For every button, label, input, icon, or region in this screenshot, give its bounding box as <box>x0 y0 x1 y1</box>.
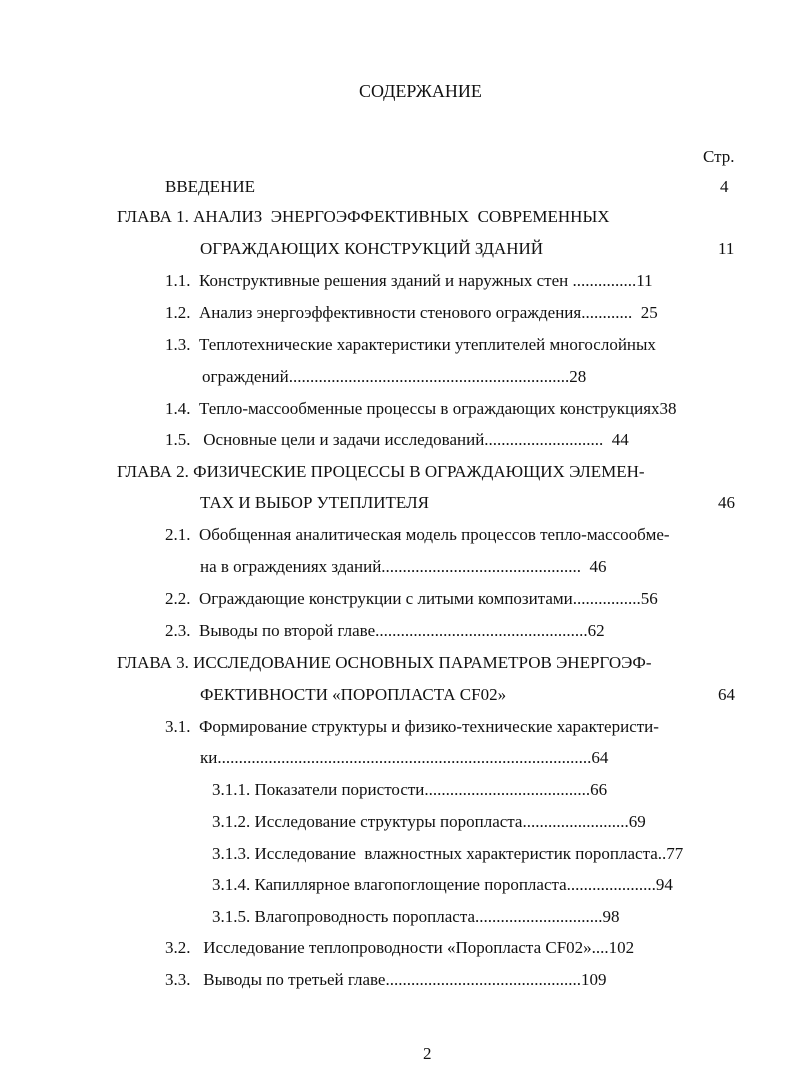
page-title: СОДЕРЖАНИЕ <box>359 81 482 101</box>
toc-entry-1-5: 1.5. Основные цели и задачи исследований............................ 44 <box>165 430 629 449</box>
toc-entry-intro: ВВЕДЕНИЕ <box>165 177 255 196</box>
toc-chapter-2-line-1: ГЛАВА 2. ФИЗИЧЕСКИЕ ПРОЦЕССЫ В ОГРАЖДАЮЩИХ ЭЛЕМЕН- <box>117 462 645 481</box>
toc-entry-1-3-line-2: ограждений..................................................................28 <box>202 367 587 386</box>
toc-entry-3-1-4: 3.1.4. Капиллярное влагопоглощение поропласта.....................94 <box>212 875 673 894</box>
toc-entry-2-3: 2.3. Выводы по второй главе..................................................62 <box>165 621 605 640</box>
toc-entry-2-1-line-2: на в ограждениях зданий............................................... 46 <box>200 557 607 576</box>
toc-chapter-1-line-1: ГЛАВА 1. АНАЛИЗ ЭНЕРГОЭФФЕКТИВНЫХ СОВРЕМЕННЫХ <box>117 207 610 226</box>
toc-entry-2-1-line-1: 2.1. Обобщенная аналитическая модель процессов тепло-массообме- <box>165 525 670 544</box>
footer-page-number: 2 <box>423 1044 432 1063</box>
toc-entry-2-2: 2.2. Ограждающие конструкции с литыми композитами................56 <box>165 589 658 608</box>
toc-page-chapter-1: 11 <box>718 239 735 258</box>
toc-entry-1-1: 1.1. Конструктивные решения зданий и наружных стен ...............11 <box>165 271 653 290</box>
toc-entry-3-3: 3.3. Выводы по третьей главе..............................................109 <box>165 970 607 989</box>
toc-entry-3-1-2: 3.1.2. Исследование структуры поропласта.........................69 <box>212 812 646 831</box>
toc-page-intro: 4 <box>720 177 729 196</box>
toc-entry-3-1-3: 3.1.3. Исследование влажностных характеристик поропласта..77 <box>212 844 684 863</box>
toc-entry-3-1-5: 3.1.5. Влагопроводность поропласта..............................98 <box>212 907 620 926</box>
toc-entry-3-1-line-2: ки........................................................................................64 <box>200 748 609 767</box>
toc-entry-1-4: 1.4. Тепло-массообменные процессы в ограждающих конструкциях38 <box>165 399 677 418</box>
toc-chapter-2-line-2: ТАХ И ВЫБОР УТЕПЛИТЕЛЯ <box>200 493 429 512</box>
toc-page-chapter-3: 64 <box>718 685 735 704</box>
toc-entry-3-1-line-1: 3.1. Формирование структуры и физико-технические характеристи- <box>165 717 659 736</box>
page-column-header: Стр. <box>703 147 735 166</box>
toc-entry-1-2: 1.2. Анализ энергоэффективности стенового ограждения............ 25 <box>165 303 658 322</box>
toc-entry-1-3-line-1: 1.3. Теплотехнические характеристики утеплителей многослойных <box>165 335 656 354</box>
toc-chapter-1-line-2: ОГРАЖДАЮЩИХ КОНСТРУКЦИЙ ЗДАНИЙ <box>200 239 544 258</box>
toc-entry-3-2: 3.2. Исследование теплопроводности «Поропласта CF02»....102 <box>165 938 635 957</box>
toc-entry-3-1-1: 3.1.1. Показатели пористости.......................................66 <box>212 780 608 799</box>
toc-chapter-3-line-1: ГЛАВА 3. ИССЛЕДОВАНИЕ ОСНОВНЫХ ПАРАМЕТРОВ ЭНЕРГОЭФ- <box>117 653 652 672</box>
toc-chapter-3-line-2: ФЕКТИВНОСТИ «ПОРОПЛАСТА CF02» <box>200 685 507 704</box>
toc-page-chapter-2: 46 <box>718 493 735 512</box>
